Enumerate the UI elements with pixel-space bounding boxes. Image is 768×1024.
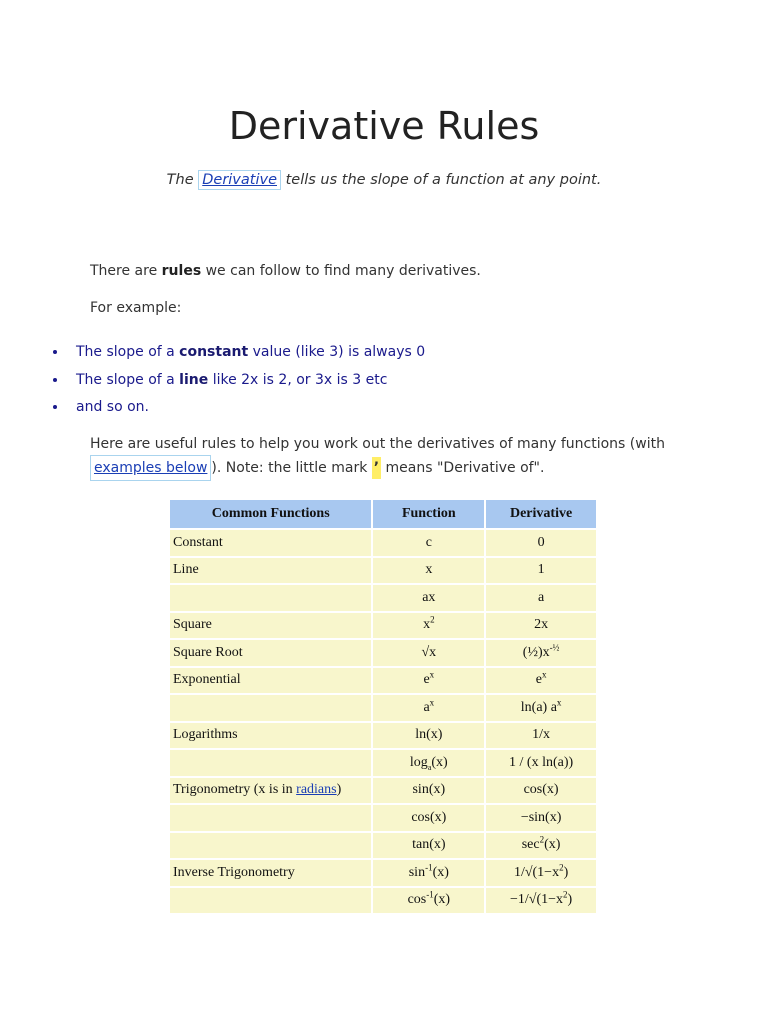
example-bullet-list: [52, 341, 425, 424]
row-label: [170, 694, 372, 722]
row-function: $\sin^{-1}(x)$: [372, 859, 485, 887]
examples-below-link[interactable]: examples below: [90, 455, 211, 481]
useful-rules-paragraph: [90, 433, 670, 481]
table-row: [170, 887, 597, 915]
row-label: [170, 749, 372, 777]
trig-label-prefix: Trigonometry (x is in: [173, 782, 293, 798]
row-function: $e^x$: [372, 667, 485, 695]
row-derivative: 1: [485, 557, 597, 585]
intro-bold: rules: [161, 263, 202, 279]
table-row: [170, 694, 597, 722]
row-derivative: $1/√(1-x^2)$: [485, 859, 597, 887]
table-row: [170, 529, 597, 557]
list-item: [52, 341, 425, 369]
row-function: cos(x): [372, 804, 485, 832]
table-row: [170, 667, 597, 695]
bullet-suffix: and so on.: [76, 399, 149, 415]
table-row: [170, 749, 597, 777]
table-row: [170, 722, 597, 750]
row-label: [170, 804, 372, 832]
derivative-link[interactable]: Derivative: [198, 170, 281, 190]
bullet-prefix: The slope of a: [76, 344, 175, 360]
row-function: $\log_a(x)$: [372, 749, 485, 777]
intro-prefix: There are: [90, 263, 158, 279]
row-function: √x: [372, 639, 485, 667]
table-row: [170, 584, 597, 612]
table-row: [170, 777, 597, 805]
row-derivative: $-1/√(1-x^2)$: [485, 887, 597, 915]
intro-suffix: we can follow to find many derivatives.: [205, 263, 481, 279]
derivative-rules-table: [170, 500, 598, 915]
derivative-mark: ’: [372, 457, 381, 479]
row-derivative: 1 / (x ln(a)): [485, 749, 597, 777]
list-item: [52, 396, 425, 424]
bullet-suffix: like 2x is 2, or 3x is 3 etc: [212, 371, 388, 388]
header-function: Function: [372, 500, 485, 529]
row-derivative: −sin(x): [485, 804, 597, 832]
row-label: Inverse Trigonometry: [170, 859, 372, 887]
row-label: [170, 584, 372, 612]
row-function: $x^2$: [372, 612, 485, 640]
table-row: [170, 859, 597, 887]
radians-link[interactable]: radians: [296, 782, 337, 798]
row-function: $\cos^{-1}(x)$: [372, 887, 485, 915]
row-function: tan(x): [372, 832, 485, 860]
row-label: Square: [170, 612, 372, 640]
header-derivative: Derivative: [485, 500, 597, 529]
row-function: $a^x$: [372, 694, 485, 722]
row-label: Line: [170, 557, 372, 585]
subtitle-suffix: tells us the slope of a function at any point.: [285, 172, 602, 188]
row-label: Square Root: [170, 639, 372, 667]
bullet-bold: line: [179, 371, 209, 388]
page-title: Derivative Rules: [228, 104, 540, 148]
row-label: [170, 832, 372, 860]
row-derivative: 0: [485, 529, 597, 557]
table-row: [170, 804, 597, 832]
row-label: [170, 777, 372, 805]
row-derivative: cos(x): [485, 777, 597, 805]
table-row: [170, 612, 597, 640]
page-subtitle: [0, 170, 768, 190]
intro-paragraph: [90, 260, 670, 282]
table-row: [170, 832, 597, 860]
row-function: sin(x): [372, 777, 485, 805]
useful-prefix: Here are useful rules to help you work out the derivatives of many functions (with: [90, 436, 665, 452]
bullet-suffix: value (like 3) is always 0: [252, 344, 426, 360]
subtitle-prefix: The: [166, 172, 194, 188]
row-function: ln(x): [372, 722, 485, 750]
for-example-text: For example:: [90, 300, 182, 316]
row-derivative: a: [485, 584, 597, 612]
row-label: Exponential: [170, 667, 372, 695]
row-label: Constant: [170, 529, 372, 557]
row-derivative: 2x: [485, 612, 597, 640]
row-derivative: $\sec^2(x)$: [485, 832, 597, 860]
row-function: c: [372, 529, 485, 557]
row-derivative: ln(a) $a^x$: [485, 694, 597, 722]
row-derivative: $e^x$: [485, 667, 597, 695]
useful-middle: ). Note: the little mark: [211, 460, 368, 476]
list-item: [52, 369, 425, 397]
table-row: [170, 557, 597, 585]
bullet-prefix: The slope of a: [76, 371, 175, 388]
row-function: ax: [372, 584, 485, 612]
row-derivative: 1/x: [485, 722, 597, 750]
table-row: [170, 639, 597, 667]
header-common-functions: Common Functions: [170, 500, 372, 529]
row-derivative: $(\frac{1}{2})x^{-\frac{1}{2}}$: [485, 639, 597, 667]
row-function: x: [372, 557, 485, 585]
row-label: [170, 887, 372, 915]
bullet-bold: constant: [179, 344, 249, 360]
row-label: Logarithms: [170, 722, 372, 750]
useful-suffix: means "Derivative of".: [385, 460, 545, 476]
table-header-row: [170, 500, 597, 529]
trig-label-suffix: ): [336, 782, 342, 798]
